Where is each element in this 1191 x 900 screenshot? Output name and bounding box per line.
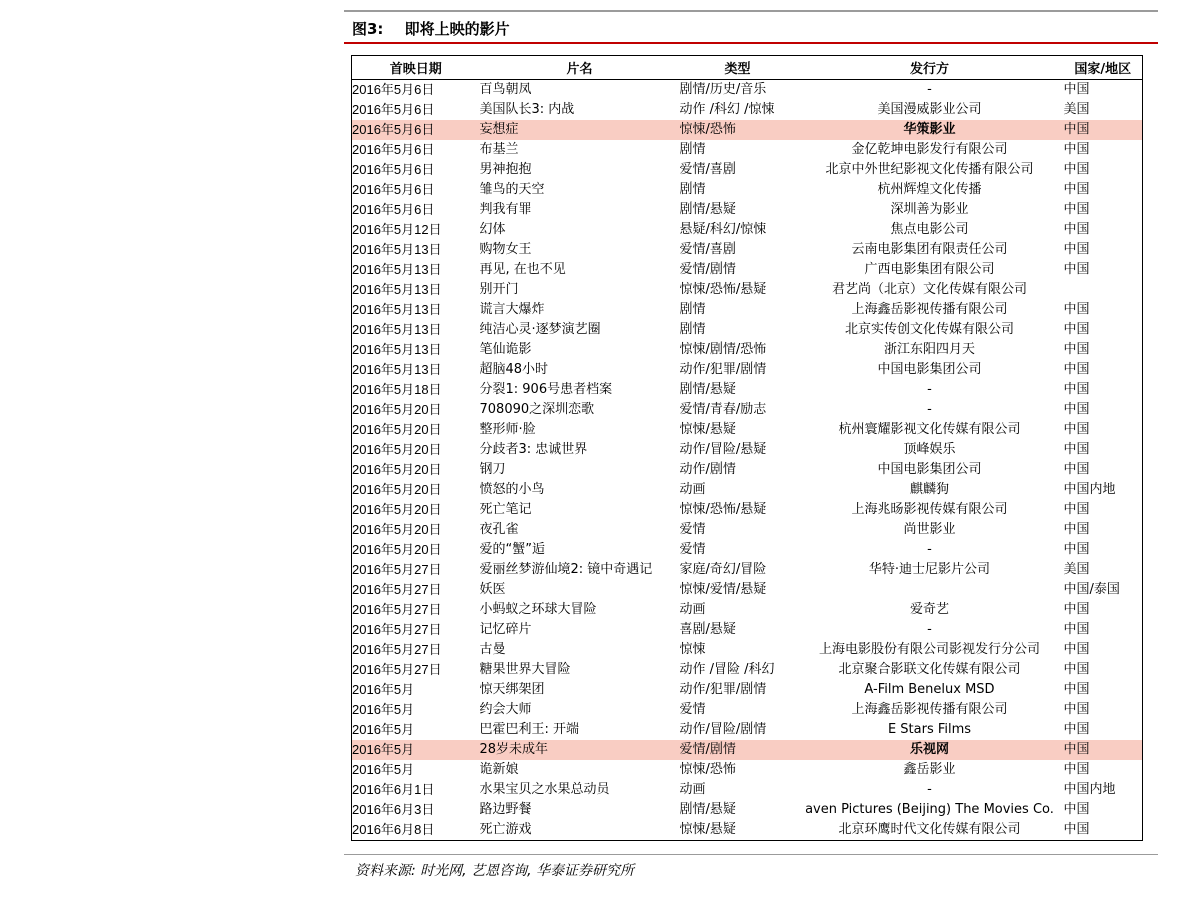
distributor-cell: - <box>927 382 932 397</box>
genre-cell: 剧情 <box>679 302 706 317</box>
country-cell: 中国 <box>1063 502 1090 517</box>
movie-title-cell: 爱的“蟹”逅 <box>479 542 545 557</box>
distributor-cell: 乐视网 <box>796 740 1064 760</box>
country-cell <box>1064 280 1143 300</box>
upcoming-movies-table <box>351 55 1143 841</box>
table-row <box>352 440 1143 460</box>
table-row <box>352 780 1143 800</box>
country-cell: 中国 <box>1063 382 1090 397</box>
country-cell: 中国 <box>1063 822 1090 837</box>
distributor-cell: 焦点电影公司 <box>890 222 969 237</box>
figure-caption: 即将上映的影片 <box>404 20 510 38</box>
genre-cell: 动作 /冒险 /科幻 <box>679 662 775 677</box>
genre-cell: 剧情 <box>679 182 706 197</box>
header-distributor: 发行方 <box>796 56 1064 80</box>
movie-title-cell: 雏鸟的天空 <box>479 182 545 197</box>
country-cell: 中国 <box>1063 422 1090 437</box>
movie-title-cell: 购物女王 <box>479 242 532 257</box>
genre-cell: 动画 <box>679 482 706 497</box>
country-cell: 中国 <box>1063 242 1090 257</box>
table-row <box>352 340 1143 360</box>
table-row <box>352 380 1143 400</box>
country-cell: 中国 <box>1063 602 1090 617</box>
genre-cell: 动画 <box>679 782 706 797</box>
release-date-cell: 2016年5月27日 <box>352 662 442 677</box>
distributor-cell: 鑫岳影业 <box>903 762 956 777</box>
table-row <box>352 140 1143 160</box>
movie-title-cell: 别开门 <box>479 282 519 297</box>
table-row <box>352 560 1143 580</box>
table-row <box>352 720 1143 740</box>
country-cell: 中国 <box>1063 622 1090 637</box>
release-date-cell: 2016年5月 <box>352 722 415 737</box>
release-date-cell: 2016年5月20日 <box>352 462 442 477</box>
release-date-cell: 2016年5月18日 <box>352 382 442 397</box>
genre-cell: 惊悚/剧情/恐怖 <box>679 342 767 357</box>
release-date-cell: 2016年5月 <box>352 740 480 760</box>
country-cell: 中国 <box>1064 740 1143 760</box>
distributor-cell: 杭州辉煌文化传播 <box>877 182 982 197</box>
movie-title-cell: 幻体 <box>479 222 506 237</box>
release-date-cell: 2016年5月 <box>352 682 415 697</box>
genre-cell: 动画 <box>679 602 706 617</box>
release-date-cell: 2016年5月20日 <box>352 522 442 537</box>
movie-title-cell: 妖医 <box>479 582 506 597</box>
release-date-cell: 2016年6月8日 <box>352 822 435 837</box>
genre-cell: 剧情/历史/音乐 <box>679 82 767 97</box>
table-row <box>352 680 1143 700</box>
genre-cell: 爱情/喜剧 <box>679 162 736 177</box>
table-row <box>352 200 1143 220</box>
movie-title-cell: 男神抱抱 <box>479 162 532 177</box>
table-row <box>352 400 1143 420</box>
genre-cell: 家庭/奇幻/冒险 <box>679 562 767 577</box>
genre-cell: 惊悚/爱情/悬疑 <box>679 582 767 597</box>
distributor-cell: 北京聚合影联文化传媒有限公司 <box>838 662 1021 677</box>
source-note: 资料来源: 时光网, 艺恩咨询, 华泰证券研究所 <box>355 863 634 879</box>
header-date: 首映日期 <box>352 56 480 80</box>
table-header-row <box>352 56 1143 80</box>
movie-title-cell: 糖果世界大冒险 <box>479 662 571 677</box>
table-row <box>352 580 1143 600</box>
table-row <box>352 600 1143 620</box>
genre-cell: 惊悚/悬疑 <box>679 422 736 437</box>
release-date-cell: 2016年5月27日 <box>352 582 442 597</box>
genre-cell: 惊悚 <box>679 642 706 657</box>
distributor-cell: 浙江东阳四月天 <box>883 342 975 357</box>
release-date-cell: 2016年5月13日 <box>352 302 442 317</box>
release-date-cell: 2016年5月6日 <box>352 120 480 140</box>
release-date-cell: 2016年5月6日 <box>352 182 435 197</box>
table-row <box>352 280 1143 300</box>
table-row <box>352 80 1143 101</box>
distributor-cell: 上海兆旸影视传媒有限公司 <box>851 502 1008 517</box>
table-row <box>352 520 1143 540</box>
distributor-cell: - <box>927 402 932 417</box>
movie-title-cell: 妄想症 <box>480 120 680 140</box>
distributor-cell: - <box>927 782 932 797</box>
movie-title-cell: 708090之深圳恋歌 <box>479 402 595 417</box>
distributor-cell: 北京实传创文化传媒有限公司 <box>844 322 1014 337</box>
movie-title-cell: 28岁未成年 <box>480 740 680 760</box>
genre-cell: 爱情 <box>679 542 706 557</box>
distributor-cell: 云南电影集团有限责任公司 <box>851 242 1008 257</box>
distributor-cell: 麒麟狗 <box>909 482 949 497</box>
country-cell: 中国 <box>1063 302 1090 317</box>
release-date-cell: 2016年5月6日 <box>352 102 435 117</box>
distributor-cell: 美国漫威影业公司 <box>877 102 982 117</box>
country-cell: 中国内地 <box>1063 782 1116 797</box>
table-row <box>352 540 1143 560</box>
distributor-cell: 君艺尚（北京）文化传媒有限公司 <box>831 282 1027 297</box>
movie-title-cell: 小蚂蚁之环球大冒险 <box>479 602 597 617</box>
table-row <box>352 620 1143 640</box>
movie-title-cell: 整形师·脸 <box>479 422 536 437</box>
distributor-cell: aven Pictures (Beijing) The Movies Co. <box>805 802 1054 817</box>
table-row <box>352 460 1143 480</box>
distributor-cell: - <box>927 542 932 557</box>
movie-title-cell: 诡新娘 <box>479 762 519 777</box>
country-cell: 中国 <box>1063 682 1090 697</box>
genre-cell: 悬疑/科幻/惊悚 <box>679 222 767 237</box>
table-row <box>352 180 1143 200</box>
genre-cell: 爱情/剧情 <box>679 262 736 277</box>
country-cell: 中国 <box>1063 82 1090 97</box>
genre-cell: 惊悚/恐怖 <box>680 120 796 140</box>
table-row <box>352 420 1143 440</box>
distributor-cell: 中国电影集团公司 <box>877 462 982 477</box>
movie-title-cell: 判我有罪 <box>479 202 532 217</box>
release-date-cell: 2016年5月13日 <box>352 362 442 377</box>
movie-title-cell: 谎言大爆炸 <box>479 302 545 317</box>
top-rule <box>344 10 1158 12</box>
release-date-cell: 2016年5月20日 <box>352 422 442 437</box>
release-date-cell: 2016年5月 <box>352 702 415 717</box>
country-cell: 中国 <box>1063 262 1090 277</box>
distributor-cell: 尚世影业 <box>903 522 956 537</box>
movie-title-cell: 路边野餐 <box>479 802 532 817</box>
genre-cell: 喜剧/悬疑 <box>679 622 736 637</box>
distributor-cell: E Stars Films <box>887 722 972 737</box>
genre-cell: 剧情/悬疑 <box>679 802 736 817</box>
movie-title-cell: 夜孔雀 <box>479 522 519 537</box>
table-row <box>352 800 1143 820</box>
country-cell: 中国 <box>1063 362 1090 377</box>
movie-title-cell: 纯洁心灵·逐梦演艺圈 <box>479 322 601 337</box>
table-row <box>352 100 1143 120</box>
genre-cell: 动作 /科幻 /惊悚 <box>679 102 775 117</box>
distributor-cell: 华策影业 <box>796 120 1064 140</box>
table-row <box>352 360 1143 380</box>
distributor-cell: - <box>927 82 932 97</box>
table-row <box>352 700 1143 720</box>
table-row <box>352 220 1143 240</box>
distributor-cell: 华特·迪士尼影片公司 <box>868 562 991 577</box>
distributor-cell: 北京环鹰时代文化传媒有限公司 <box>838 822 1021 837</box>
movie-title-cell: 分裂1: 906号患者档案 <box>479 382 613 397</box>
release-date-cell: 2016年5月13日 <box>352 322 442 337</box>
release-date-cell: 2016年5月20日 <box>352 442 442 457</box>
country-cell: 中国 <box>1063 662 1090 677</box>
country-cell: 中国 <box>1063 642 1090 657</box>
movie-title-cell: 爱丽丝梦游仙境2: 镜中奇遇记 <box>479 562 653 577</box>
distributor-cell: 广西电影集团有限公司 <box>864 262 995 277</box>
table-row <box>352 820 1143 841</box>
country-cell: 中国 <box>1063 202 1090 217</box>
genre-cell: 惊悚/悬疑 <box>679 822 736 837</box>
country-cell: 中国 <box>1063 142 1090 157</box>
table-row <box>352 240 1143 260</box>
genre-cell: 动作/剧情 <box>679 462 736 477</box>
header-country: 国家/地区 <box>1064 56 1143 80</box>
distributor-cell <box>796 580 1064 600</box>
country-cell: 中国 <box>1063 702 1090 717</box>
country-cell: 中国 <box>1063 442 1090 457</box>
country-cell: 中国 <box>1063 162 1090 177</box>
movie-title-cell: 死亡游戏 <box>479 822 532 837</box>
country-cell: 中国 <box>1063 542 1090 557</box>
distributor-cell: 中国电影集团公司 <box>877 362 982 377</box>
genre-cell: 爱情/青春/励志 <box>679 402 767 417</box>
table-row <box>352 260 1143 280</box>
genre-cell: 爱情 <box>679 522 706 537</box>
movie-title-cell: 死亡笔记 <box>479 502 532 517</box>
country-cell: 中国 <box>1063 322 1090 337</box>
distributor-cell: 爱奇艺 <box>909 602 949 617</box>
distributor-cell: 顶峰娱乐 <box>903 442 956 457</box>
distributor-cell: 上海鑫岳影视传播有限公司 <box>851 702 1008 717</box>
country-cell: 中国 <box>1063 402 1090 417</box>
country-cell: 中国/泰国 <box>1063 582 1120 597</box>
release-date-cell: 2016年5月27日 <box>352 642 442 657</box>
country-cell: 中国 <box>1063 722 1090 737</box>
release-date-cell: 2016年5月27日 <box>352 602 442 617</box>
genre-cell: 动作/犯罪/剧情 <box>679 682 767 697</box>
movie-title-cell: 分歧者3: 忠诚世界 <box>479 442 588 457</box>
bottom-rule <box>344 854 1158 855</box>
movie-title-cell: 惊天绑架团 <box>479 682 545 697</box>
release-date-cell: 2016年5月13日 <box>352 282 442 297</box>
country-cell: 中国 <box>1064 120 1143 140</box>
distributor-cell: 上海鑫岳影视传播有限公司 <box>851 302 1008 317</box>
release-date-cell: 2016年6月1日 <box>352 782 435 797</box>
distributor-cell: 上海电影股份有限公司影视发行分公司 <box>818 642 1040 657</box>
movie-title-cell: 美国队长3: 内战 <box>479 102 575 117</box>
figure-title <box>352 18 510 42</box>
genre-cell: 剧情/悬疑 <box>679 382 736 397</box>
table-row <box>352 660 1143 680</box>
genre-cell: 动作/犯罪/剧情 <box>679 362 767 377</box>
movie-title-cell: 笔仙诡影 <box>479 342 532 357</box>
movie-title-cell: 古曼 <box>479 642 506 657</box>
movie-title-cell: 超脑48小时 <box>479 362 549 377</box>
country-cell: 中国 <box>1063 462 1090 477</box>
table-row <box>352 300 1143 320</box>
figure-number: 图3: <box>352 20 384 38</box>
movie-title-cell: 布基兰 <box>479 142 519 157</box>
genre-cell: 剧情 <box>679 142 706 157</box>
distributor-cell: - <box>927 622 932 637</box>
header-title: 片名 <box>480 56 680 80</box>
country-cell: 美国 <box>1063 102 1090 117</box>
movie-title-cell: 巴霍巴利王: 开端 <box>479 722 580 737</box>
genre-cell: 惊悚/恐怖/悬疑 <box>679 282 767 297</box>
country-cell: 中国 <box>1063 802 1090 817</box>
genre-cell: 剧情 <box>679 322 706 337</box>
release-date-cell: 2016年5月20日 <box>352 402 442 417</box>
movie-title-cell: 水果宝贝之水果总动员 <box>479 782 610 797</box>
genre-cell: 动作/冒险/悬疑 <box>679 442 767 457</box>
distributor-cell: 北京中外世纪影视文化传播有限公司 <box>825 162 1034 177</box>
distributor-cell: 金亿乾坤电影发行有限公司 <box>851 142 1008 157</box>
table-row <box>352 760 1143 780</box>
release-date-cell: 2016年5月27日 <box>352 562 442 577</box>
table-row <box>352 160 1143 180</box>
distributor-cell: 深圳善为影业 <box>890 202 969 217</box>
table-row <box>352 480 1143 500</box>
movie-title-cell: 百鸟朝凤 <box>479 82 532 97</box>
release-date-cell: 2016年5月12日 <box>352 222 442 237</box>
table-row <box>352 320 1143 340</box>
country-cell: 中国 <box>1063 342 1090 357</box>
release-date-cell: 2016年5月6日 <box>352 162 435 177</box>
movie-title-cell: 钢刀 <box>479 462 506 477</box>
genre-cell: 惊悚/恐怖 <box>679 762 736 777</box>
genre-cell: 惊悚/恐怖/悬疑 <box>679 502 767 517</box>
country-cell: 中国 <box>1063 762 1090 777</box>
release-date-cell: 2016年5月27日 <box>352 622 442 637</box>
release-date-cell: 2016年5月6日 <box>352 82 435 97</box>
table-row <box>352 120 1143 140</box>
genre-cell: 爱情 <box>679 702 706 717</box>
country-cell: 美国 <box>1063 562 1090 577</box>
genre-cell: 剧情/悬疑 <box>679 202 736 217</box>
country-cell: 中国内地 <box>1063 482 1116 497</box>
release-date-cell: 2016年5月6日 <box>352 202 435 217</box>
table-row <box>352 740 1143 760</box>
title-underline <box>344 42 1158 44</box>
release-date-cell: 2016年5月 <box>352 762 415 777</box>
country-cell: 中国 <box>1063 222 1090 237</box>
release-date-cell: 2016年5月6日 <box>352 142 435 157</box>
table-row <box>352 500 1143 520</box>
genre-cell: 爱情/喜剧 <box>679 242 736 257</box>
movie-title-cell: 约会大师 <box>479 702 532 717</box>
distributor-cell: A-Film Benelux MSD <box>864 682 995 697</box>
movie-title-cell: 记忆碎片 <box>479 622 532 637</box>
table-body <box>352 80 1143 841</box>
release-date-cell: 2016年5月20日 <box>352 542 442 557</box>
release-date-cell: 2016年5月20日 <box>352 502 442 517</box>
movie-title-cell: 愤怒的小鸟 <box>479 482 545 497</box>
header-genre: 类型 <box>680 56 796 80</box>
genre-cell: 动作/冒险/剧情 <box>679 722 767 737</box>
release-date-cell: 2016年5月20日 <box>352 482 442 497</box>
release-date-cell: 2016年5月13日 <box>352 262 442 277</box>
country-cell: 中国 <box>1063 182 1090 197</box>
movie-title-cell: 再见, 在也不见 <box>479 262 566 277</box>
country-cell: 中国 <box>1063 522 1090 537</box>
release-date-cell: 2016年5月13日 <box>352 342 442 357</box>
table-row <box>352 640 1143 660</box>
release-date-cell: 2016年5月13日 <box>352 242 442 257</box>
release-date-cell: 2016年6月3日 <box>352 802 435 817</box>
genre-cell: 爱情/剧情 <box>680 740 796 760</box>
distributor-cell: 杭州寰耀影视文化传媒有限公司 <box>838 422 1021 437</box>
